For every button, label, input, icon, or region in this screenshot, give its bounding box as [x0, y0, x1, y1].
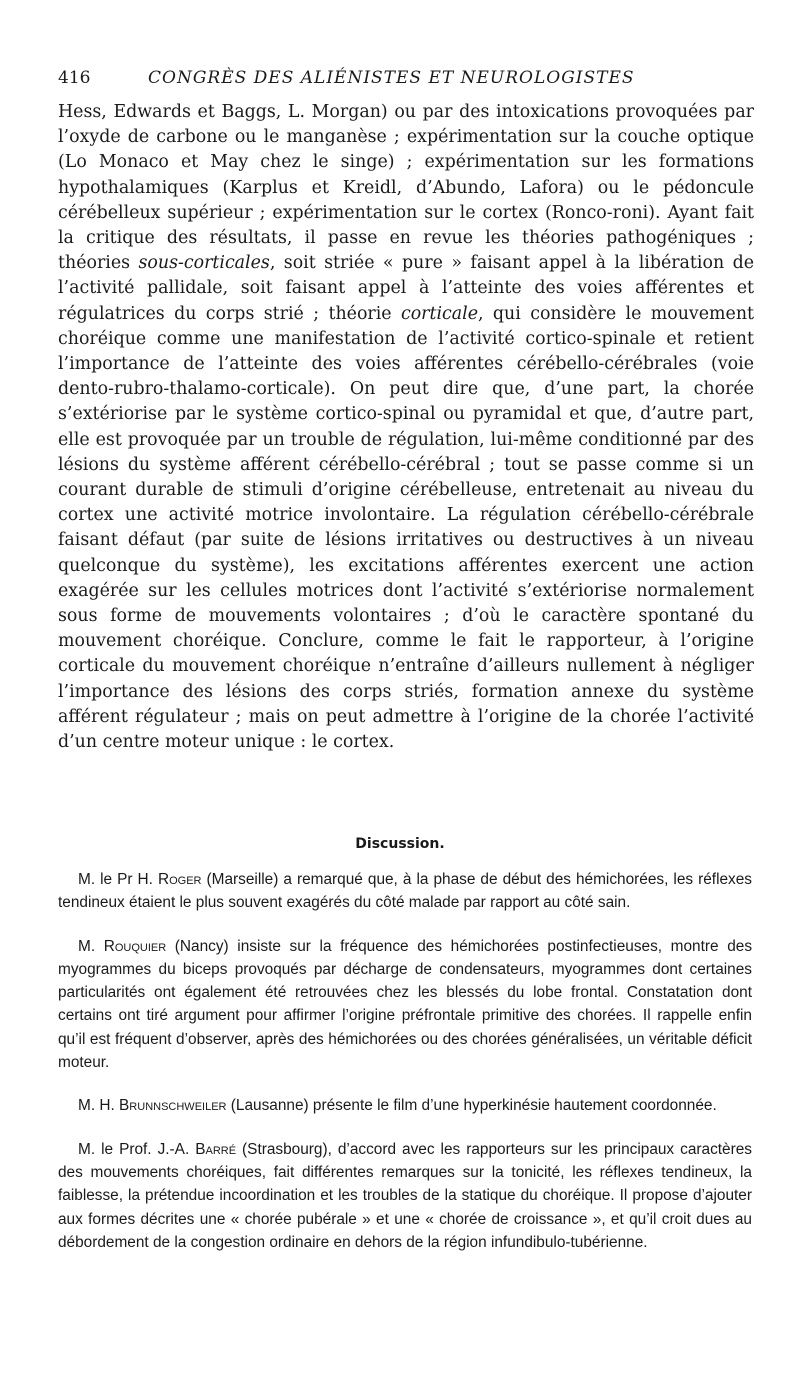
emphasis-term: sous-corticales — [138, 253, 270, 274]
body-text-segment: Hess, Edwards et Baggs, L. Morgan) ou par des intoxications provoquées par l’oxyde de carbone ou le manganèse ; expérimentation sur la couche optique (Lo Monaco et May chez le singe) ; expérimentation sur les formations hypothalamiques (Karplus et Kreidl, d’Abundo, Lafora) ou le pédoncule cérébelleux supérieur ; expérimentation sur le cortex (Ronco-roni). Ayant fait la critique des résultats, il passe en revue les théories pathogéniques ; théories — [58, 102, 754, 274]
speaker-title: M. le Prof. J.-A. — [78, 1140, 196, 1158]
body-paragraph — [58, 100, 754, 755]
body-text-segment: , soit striée « pure » faisant appel à la libération de l’activité pallidale, soit faisant appel à l’atteinte des voies afférentes et régulatrices du corps strié ; théorie — [58, 253, 754, 324]
discussion-text: (Lausanne) présente le film d’une hyperkinésie hautement coordonnée. — [226, 1097, 717, 1115]
running-title: CONGRÈS DES ALIÉNISTES ET NEUROLOGISTES — [148, 68, 635, 88]
discussion-text: (Nancy) insiste sur la fréquence des hémichorées postinfectieuses, montre des myogrammes du biceps provoqués par décharge de condensateurs, myogrammes dont certaines particularités ont également été retrouvées chez les blessés du lobe frontal. Constatation dont certains ont tiré argument pour affirmer l’origine préfrontale primitive des chorées. Il rappelle enfin qu’il est fréquent d’observer, après des hémichorées ou des chorées généralisées, un véritable déficit moteur. — [58, 937, 753, 1072]
speaker-title: M. — [78, 937, 104, 955]
speaker-name: Barré — [195, 1140, 237, 1158]
discussion-paragraph — [58, 1138, 752, 1254]
emphasis-term: corticale — [400, 303, 479, 324]
discussion-paragraph — [58, 1094, 752, 1117]
speaker-name: Rouquier — [103, 937, 167, 955]
speaker-name: Roger — [157, 871, 202, 888]
discussion-text: (Strasbourg), d’accord avec les rapporteurs sur les principaux caractères des mouvements choréiques, fait différentes remarques sur la tonicité, les réflexes tendineux, la faiblesse, la prétendue incoordination et les troubles de la statique du choréique. Il propose d’ajouter aux formes décrites une « chorée pubérale » et une « chorée de croissance », et qu’il croit dues au débordement de la congestion ordinaire en dehors de la région infundibulo-tubérienne. — [58, 1140, 752, 1251]
body-text-segment: , qui considère le mouvement choréique comme une manifestation de l’activité cortico-spinale et retient l’importance de l’atteinte des voies afférentes cérébello-cérébrales (voie dento-rubro-thalamo-corticale). On peut dire que, d’une part, la chorée s’extériorise par le système cortico-spinal ou pyramidal et que, d’autre part, elle est provoquée par un trouble de régulation, lui-même conditionné par des lésions du système afférent cérébello-cérébral ; tout se passe comme si un courant durable de stimuli d’origine cérébelleuse, entretenait au niveau du cortex une activité motrice involontaire. La régulation cérébello-cérébrale faisant défaut (par suite de lésions irritatives ou destructives à un niveau quelconque du système), les excitations afférentes exercent une action exagérée sur les cellules motrices dont l’activité s’extériorise normalement sous forme de mouvements volontaires ; d’où le caractère spontané du mouvement choréique. Conclure, comme le fait le rapporteur, à l’origine corticale du mouvement choréique n’entraîne d’ailleurs nullement à négliger l’importance des lésions des corps striés, formation annexe du système afférent régulateur ; mais on peut admettre à l’origine de la chorée l’activité d’un centre moteur unique : le cortex. — [58, 303, 755, 753]
discussion-paragraph — [58, 868, 752, 915]
page-number: 416 — [58, 68, 91, 88]
running-header — [58, 64, 748, 92]
speaker-name: Brunnschweiler — [119, 1097, 227, 1115]
speaker-title: M. le Pr H. — [78, 871, 158, 888]
discussion-section — [58, 868, 752, 1274]
discussion-text: (Marseille) a remarqué que, à la phase de début des hémichorées, les réflexes tendineux étaient le plus souvent exagérés du côté malade par rapport au côté sain. — [58, 871, 752, 912]
body-text — [58, 100, 754, 755]
speaker-title: M. H. — [78, 1097, 120, 1115]
discussion-paragraph — [58, 935, 752, 1075]
discussion-heading: Discussion. — [355, 836, 445, 852]
